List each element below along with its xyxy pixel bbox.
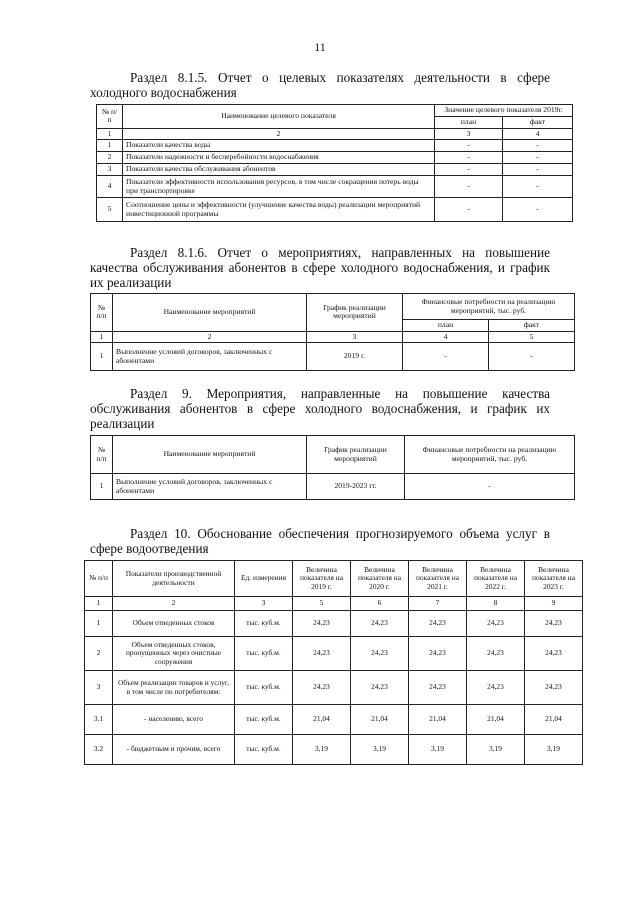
col-header-year: Величина показателя на 2019 г. (293, 561, 351, 597)
row-no: 3 (97, 164, 123, 176)
row-value: 24,23 (409, 637, 467, 671)
row-value: 21,04 (409, 705, 467, 735)
column-number: 9 (525, 597, 583, 611)
section-8-1-6-heading: Раздел 8.1.6. Отчет о мероприятиях, направленных на повышение качества обслуживания абонентов в сфере холодного водоснабжения, и график их реализации (90, 245, 550, 290)
column-number: 5 (293, 597, 351, 611)
row-fact: - (489, 343, 575, 371)
row-value: 24,23 (467, 637, 525, 671)
col-header-plan: план (435, 117, 503, 129)
column-number: 1 (91, 331, 113, 343)
column-number: 6 (351, 597, 409, 611)
row-plan: - (403, 343, 489, 371)
row-value: 3,19 (293, 735, 351, 765)
row-plan: - (435, 152, 503, 164)
row-value: 21,04 (525, 705, 583, 735)
table-row (97, 164, 573, 176)
row-value: 24,23 (467, 611, 525, 637)
col-header-year: Величина показателя на 2021 г. (409, 561, 467, 597)
row-unit: тыс. куб.м. (235, 637, 293, 671)
row-no: 2 (85, 637, 113, 671)
col-header-no: № п/п (91, 294, 113, 332)
row-unit: тыс. куб.м. (235, 611, 293, 637)
col-header-name: Показатели производственной деятельности (113, 561, 235, 597)
row-value: 24,23 (409, 611, 467, 637)
row-name: Выполнение условий договоров, заключенных с абонентами (113, 343, 307, 371)
row-value: 24,23 (293, 611, 351, 637)
row-fact: - (503, 176, 573, 198)
row-no: 3.1 (85, 705, 113, 735)
column-number: 2 (123, 128, 435, 140)
table-row (85, 637, 583, 671)
col-header-year: Величина показателя на 2020 г. (351, 561, 409, 597)
column-number: 4 (503, 128, 573, 140)
section-9-heading: Раздел 9. Мероприятия, направленные на повышение качества обслуживания абонентов в сфере холодного водоснабжения, и график их реализации (90, 386, 550, 431)
col-header-financing: Финансовые потребности на реализацию мероприятий, тыс. руб. (405, 436, 575, 474)
row-value: 21,04 (351, 705, 409, 735)
row-plan: - (435, 176, 503, 198)
row-unit: тыс. куб.м. (235, 705, 293, 735)
column-number: 8 (467, 597, 525, 611)
col-header-financing: Финансовые потребности на реализацию мероприятий, тыс. руб. (403, 294, 575, 320)
row-name: Объем отведенных стоков (113, 611, 235, 637)
column-number: 3 (235, 597, 293, 611)
section-10-heading: Раздел 10. Обоснование обеспечения прогнозируемого объема услуг в сфере водоотведения (90, 526, 550, 556)
table-row (97, 140, 573, 152)
column-number: 3 (435, 128, 503, 140)
row-no: 1 (97, 140, 123, 152)
column-number: 2 (113, 597, 235, 611)
row-schedule: 2019-2023 гг. (307, 474, 405, 500)
row-value: 24,23 (409, 671, 467, 705)
target-indicators-table (96, 104, 573, 222)
column-number: 2 (113, 331, 307, 343)
row-name: Показатели надежности и бесперебойности водоснабжения (123, 152, 435, 164)
column-number: 4 (403, 331, 489, 343)
row-unit: тыс. куб.м. (235, 735, 293, 765)
col-header-year: Величина показателя на 2022 г. (467, 561, 525, 597)
measures-table (90, 435, 575, 500)
table-row (97, 152, 573, 164)
column-number: 1 (97, 128, 123, 140)
row-plan: - (435, 164, 503, 176)
row-no: 2 (97, 152, 123, 164)
row-value: 24,23 (293, 637, 351, 671)
row-value: 3,19 (409, 735, 467, 765)
row-value: 3,19 (351, 735, 409, 765)
row-no: 3 (85, 671, 113, 705)
column-number: 7 (409, 597, 467, 611)
row-name: Показатели качества воды (123, 140, 435, 152)
table-row (97, 198, 573, 222)
column-number: 1 (85, 597, 113, 611)
table-row (91, 343, 575, 371)
row-value: 3,19 (525, 735, 583, 765)
row-value: 21,04 (467, 705, 525, 735)
row-value: 3,19 (467, 735, 525, 765)
service-quality-report-table (90, 293, 575, 371)
row-fact: - (503, 140, 573, 152)
col-header-unit: Ед. измерения (235, 561, 293, 597)
row-fact: - (503, 198, 573, 222)
row-name: Показатели эффективности использования ресурсов, в том числе сокращения потерь воды при транспортировке (123, 176, 435, 198)
col-header-year: Величина показателя на 2023 г. (525, 561, 583, 597)
section-8-1-5-heading: Раздел 8.1.5. Отчет о целевых показателях деятельности в сфере холодного водоснабжения (90, 70, 550, 100)
row-name: Соотношение цены и эффективности (улучшение качества воды) реализации мероприятий инвестиционной программы (123, 198, 435, 222)
row-no: 4 (97, 176, 123, 198)
col-header-plan: план (403, 320, 489, 332)
row-financing: - (405, 474, 575, 500)
row-name: Объем реализации товаров и услуг, в том числе по потребителям: (113, 671, 235, 705)
row-value: 24,23 (467, 671, 525, 705)
row-name: - населению, всего (113, 705, 235, 735)
col-header-name: Наименование целевого показателя (123, 105, 435, 129)
col-header-no: № п/п (91, 436, 113, 474)
col-header-schedule: График реализации мероприятий (307, 436, 405, 474)
row-value: 24,23 (351, 637, 409, 671)
row-name: Показатели качества обслуживания абонентов (123, 164, 435, 176)
row-value: 24,23 (351, 671, 409, 705)
row-value: 24,23 (351, 611, 409, 637)
column-number-row (97, 128, 573, 140)
col-header-fact: факт (489, 320, 575, 332)
table-row (85, 705, 583, 735)
table-row (85, 611, 583, 637)
table-row (91, 474, 575, 500)
col-header-name: Наименование мероприятий (113, 294, 307, 332)
col-header-schedule: График реализации мероприятий (307, 294, 403, 332)
row-fact: - (503, 164, 573, 176)
row-plan: - (435, 198, 503, 222)
row-name: - бюджетным и прочим, всего (113, 735, 235, 765)
row-value: 24,23 (293, 671, 351, 705)
table-row (97, 176, 573, 198)
row-value: 24,23 (525, 611, 583, 637)
row-no: 3.2 (85, 735, 113, 765)
table-row (85, 671, 583, 705)
wastewater-volume-table (84, 560, 583, 765)
row-value: 24,23 (525, 671, 583, 705)
row-no: 1 (91, 474, 113, 500)
column-number-row (91, 331, 575, 343)
col-header-no: № п/п (97, 105, 123, 129)
row-plan: - (435, 140, 503, 152)
row-no: 5 (97, 198, 123, 222)
row-no: 1 (85, 611, 113, 637)
row-name: Объем отведенных стоков, пропущенных через очистные сооружения (113, 637, 235, 671)
row-fact: - (503, 152, 573, 164)
page-number: 11 (314, 40, 326, 54)
col-header-no: № п/п (85, 561, 113, 597)
row-no: 1 (91, 343, 113, 371)
row-unit: тыс. куб.м. (235, 671, 293, 705)
col-header-value: Значение целевого показателя 2019г. (435, 105, 573, 117)
column-number: 3 (307, 331, 403, 343)
table-row (85, 735, 583, 765)
column-number: 5 (489, 331, 575, 343)
row-schedule: 2019 г. (307, 343, 403, 371)
row-value: 24,23 (525, 637, 583, 671)
col-header-fact: факт (503, 117, 573, 129)
col-header-name: Наименование мероприятий (113, 436, 307, 474)
column-number-row (85, 597, 583, 611)
row-value: 21,04 (293, 705, 351, 735)
row-name: Выполнение условий договоров, заключенных с абонентами (113, 474, 307, 500)
